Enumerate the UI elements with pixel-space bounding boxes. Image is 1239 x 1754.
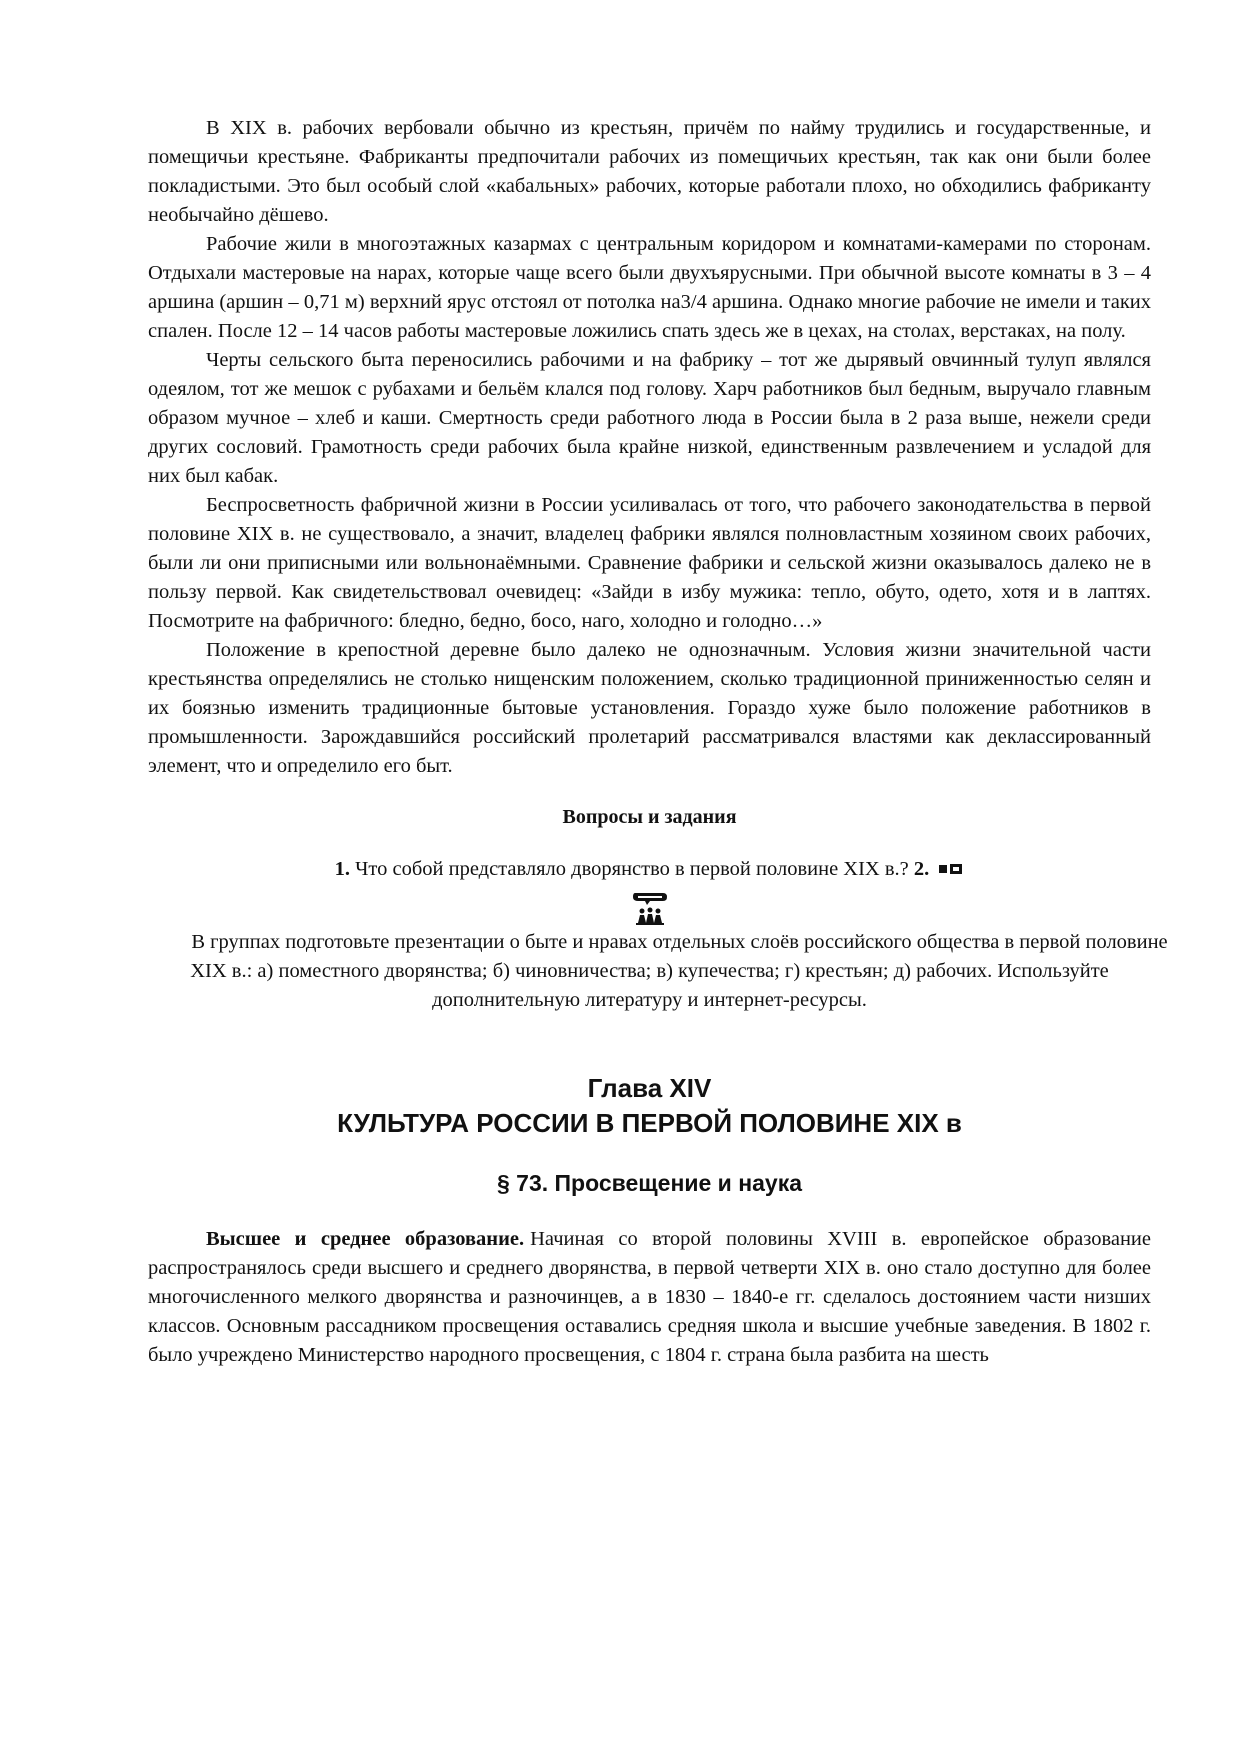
chapter-heading xyxy=(148,1071,1151,1141)
question-2-number: 2. xyxy=(913,858,930,880)
group-task-lead: В группах подготовьте презентации о быте и нравах отдельных слоёв российского xyxy=(191,931,912,954)
questions-heading: Вопросы и задания xyxy=(562,806,737,828)
body-paragraph-5: Положение в крепостной деревне было далеко не однозначным. Условия жизни значительной части крестьянства определялись не столько нищенским положением, сколько традиционной приниженностью селян и их боязнью изменить традиционные бытовые установления. Гораздо хуже было положение работников в промышленности. Зарождавшийся российский пролетарий рассматривался властями как деклассированный элемент, что и определило его быт. xyxy=(148,639,1151,777)
chapter-label: Глава XIV xyxy=(587,1073,712,1104)
task-marker-icon xyxy=(938,854,964,886)
question-1-number: 1. xyxy=(334,858,350,880)
chapter-title: КУЛЬТУРА РОССИИ В ПЕРВОЙ ПОЛОВИНЕ XIX в xyxy=(337,1108,962,1139)
group-task-text xyxy=(118,928,1181,1015)
body-paragraph-3: Черты сельского быта переносились рабочими и на фабрику – тот же дырявый овчинный тулуп являлся одеялом, тот же мешок с рубахами и бельём клался под голову. Харч работников был бедным, выручало главным образом мучное – хлеб и каши. Смертность среди работного люда в России была в 2 раза выше, нежели среди других сословий. Грамотность среди рабочих была крайне низкой, единственным развлечением и усладой для них был кабак. xyxy=(148,349,1151,487)
body-paragraph-4: Беспросветность фабричной жизни в России усиливалась от того, что рабочего законодательства в первой половине XIX в. не существовало, а значит, владелец фабрики являлся полновластным хозяином своих рабочих, были ли они приписными или вольнонаёмными. Сравнение фабрики и сельской жизни оказывалось далеко не в пользу первой. Как свидетельствовал очевидец: «Зайди в избу мужика: тепло, обуто, одето, хотя и в лаптях. Посмотрите на фабричного: бледно, бедно, босо, наго, холодно и голодно…» xyxy=(148,494,1151,632)
document-page xyxy=(148,114,1168,1370)
section-paragraph-1 xyxy=(148,1225,1151,1370)
question-1-text: Что собой представляло дворянство в первой половине XIX в.? xyxy=(355,858,909,880)
section-paragraph-text: Начиная со второй половины XVIII в. европейское образование распространялось среди высшего и среднего дворянства, в первой четверти XIX в. оно стало доступно для более многочисленного мелкого дворянства и разночинцев, а в 1830 – 1840-е гг. сделалось достоянием части низших классов. Основным рассадником просвещения оставались средняя школа и высшие учебные заведения. В 1802 г. было учреждено Министерство народного просвещения, с 1804 г. страна была разбита на шесть xyxy=(148,1228,1151,1367)
section-title: § 73. Просвещение и наука xyxy=(496,1170,802,1197)
body-paragraph-2: Рабочие жили в многоэтажных казармах с центральным коридором и комнатами-камерами по сторонам. Отдыхали мастеровые на нарах, которые чаще всего были двухъярусными. При обычной высоте комнаты в 3 – 4 аршина (аршин – 0,71 м) верхний ярус отстоял от потолка на3/4 аршина. Однако многие рабочие не имели и таких спален. После 12 – 14 часов работы мастеровые ложились спать здесь же в цехах, на столах, верстаках, на полу. xyxy=(148,233,1151,342)
group-task-rest: общества в первой половине XIX в.: а) поместного дворянства; б) чиновничества; в) купечества; г) крестьян; д) рабочих. Используйте дополнительную литературу и интернет-ресурсы. xyxy=(190,931,1168,1012)
runin-heading: Высшее и среднее образование. xyxy=(206,1228,525,1251)
group-work-icon xyxy=(630,888,670,928)
body-paragraph-1: В XIX в. рабочих вербовали обычно из крестьян, причём по найму трудились и государственные, и помещичьи крестьяне. Фабриканты предпочитали рабочих из помещичьих крестьян, так как они были более покладистыми. Это был особый слой «кабальных» рабочих, которые работали плохо, но обходились фабриканту необычайно дёшево. xyxy=(148,117,1151,226)
question-1 xyxy=(148,853,1151,886)
